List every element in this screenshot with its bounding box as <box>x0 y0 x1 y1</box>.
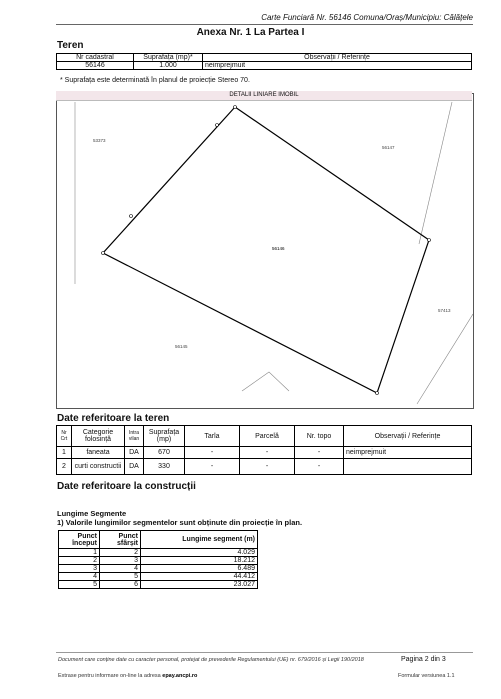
table-row <box>57 62 472 70</box>
table-row <box>57 459 472 475</box>
teren-table <box>56 53 472 70</box>
legal-notice: Document care conține date cu caracter personal, protejat de prevederile Regulamentului (UE) nr. 679/2016 și Legii 190/2018 <box>58 657 364 663</box>
table-row <box>59 565 258 573</box>
cell-punct-inceput: 2 <box>59 557 100 565</box>
vertex-point <box>376 392 379 395</box>
parcel-map <box>56 93 474 409</box>
cell-intravilan: DA <box>125 459 144 475</box>
cell-suprafata: 1.000 <box>134 62 203 70</box>
neighbor-label: 56147 <box>382 145 395 150</box>
cell-suprafata: 330 <box>144 459 185 475</box>
col-punct-inceput: Punct început <box>59 531 100 549</box>
epay-link[interactable]: epay.ancpi.ro <box>162 673 198 679</box>
cell-observatii <box>344 459 472 475</box>
vertex-point <box>102 252 105 255</box>
table-row <box>59 573 258 581</box>
cell-tarla: - <box>185 447 240 459</box>
neighbor-boundary-line <box>417 314 473 404</box>
cell-punct-sfarsit: 5 <box>100 573 141 581</box>
cell-categorie: curti constructii <box>72 459 125 475</box>
date-teren-table <box>56 425 472 475</box>
vertex-point <box>428 239 431 242</box>
cell-nr-cadastral: 56146 <box>57 62 134 70</box>
extras-prefix: Extrase pentru informare on-line la adresa <box>58 673 161 679</box>
footer-divider <box>56 652 473 653</box>
cell-lungime: 6.489 <box>141 565 258 573</box>
vertex-point <box>234 106 237 109</box>
neighbor-label: 57413 <box>438 308 451 313</box>
cell-lungime: 18.212 <box>141 557 258 565</box>
cell-nr-crt: 2 <box>57 459 72 475</box>
col-suprafata: Suprafața (mp) <box>144 426 185 447</box>
cell-punct-inceput: 1 <box>59 549 100 557</box>
cell-lungime: 23.027 <box>141 581 258 589</box>
cell-observatii: neimprejmuit <box>203 62 472 70</box>
segmente-table <box>58 530 258 589</box>
col-nr-cadastral: Nr cadastral <box>57 54 134 62</box>
cell-parcela: - <box>240 447 295 459</box>
cell-punct-inceput: 4 <box>59 573 100 581</box>
formular-version: Formular versiunea 1.1 <box>398 673 455 679</box>
col-parcela: Parcelă <box>240 426 295 447</box>
table-header-row <box>59 531 258 549</box>
segmente-title: Lungime Segmente <box>57 509 127 518</box>
cell-observatii: neimprejmuit <box>344 447 472 459</box>
table-header-row <box>57 54 472 62</box>
suprafata-note: * Suprafața este determinată în planul de proiecție Stereo 70. <box>60 77 250 84</box>
cell-punct-sfarsit: 4 <box>100 565 141 573</box>
neighbor-label: 53373 <box>93 138 106 143</box>
cell-punct-sfarsit: 2 <box>100 549 141 557</box>
cell-punct-inceput: 5 <box>59 581 100 589</box>
table-row <box>59 557 258 565</box>
building-outline <box>242 372 289 391</box>
table-row <box>57 447 472 459</box>
col-tarla: Tarla <box>185 426 240 447</box>
parcel-label: 56146 <box>272 246 285 251</box>
date-constructii-title: Date referitoare la construcții <box>57 481 196 492</box>
col-suprafata: Suprafața (mp)* <box>134 54 203 62</box>
cell-lungime: 44.412 <box>141 573 258 581</box>
parcel-boundary <box>103 107 429 393</box>
teren-title: Teren <box>57 40 84 51</box>
neighbor-label: 56145 <box>175 344 188 349</box>
cell-punct-sfarsit: 6 <box>100 581 141 589</box>
segmente-subtitle: 1) Valorile lungimilor segmentelor sunt obținute din proiecție în plan. <box>57 518 303 527</box>
map-title: DETALII LINIARE IMOBIL <box>56 91 472 101</box>
cell-parcela: - <box>240 459 295 475</box>
col-lungime: Lungime segment (m) <box>141 531 258 549</box>
neighbor-boundary-line <box>419 102 452 244</box>
cell-categorie: faneata <box>72 447 125 459</box>
table-row <box>59 549 258 557</box>
table-row <box>59 581 258 589</box>
vertex-point <box>130 215 133 218</box>
cell-nr-crt: 1 <box>57 447 72 459</box>
carte-funciara-header: Carte Funciară Nr. 56146 Comuna/Oraș/Municipiu: Călățele <box>261 13 473 22</box>
col-observatii: Observații / Referințe <box>203 54 472 62</box>
cell-tarla: - <box>185 459 240 475</box>
cell-intravilan: DA <box>125 447 144 459</box>
col-nr-topo: Nr. topo <box>295 426 344 447</box>
vertex-point <box>216 124 219 127</box>
col-observatii: Observații / Referințe <box>344 426 472 447</box>
cell-punct-sfarsit: 3 <box>100 557 141 565</box>
page-number: Pagina 2 din 3 <box>401 656 446 663</box>
cell-nr-topo: - <box>295 447 344 459</box>
date-teren-title: Date referitoare la teren <box>57 413 170 424</box>
col-categorie: Categorie folosință <box>72 426 125 447</box>
cell-punct-inceput: 3 <box>59 565 100 573</box>
anexa-title: Anexa Nr. 1 La Partea I <box>196 27 305 38</box>
col-nr-crt: Nr Crt <box>57 426 72 447</box>
table-header-row <box>57 426 472 447</box>
col-intravilan: Intra vilan <box>125 426 144 447</box>
col-punct-sfarsit: Punct sfârșit <box>100 531 141 549</box>
parcel-map-drawing <box>57 94 473 408</box>
cell-suprafata: 670 <box>144 447 185 459</box>
header-divider <box>56 24 473 25</box>
extras-info <box>58 673 197 679</box>
cell-nr-topo: - <box>295 459 344 475</box>
cell-lungime: 4.029 <box>141 549 258 557</box>
